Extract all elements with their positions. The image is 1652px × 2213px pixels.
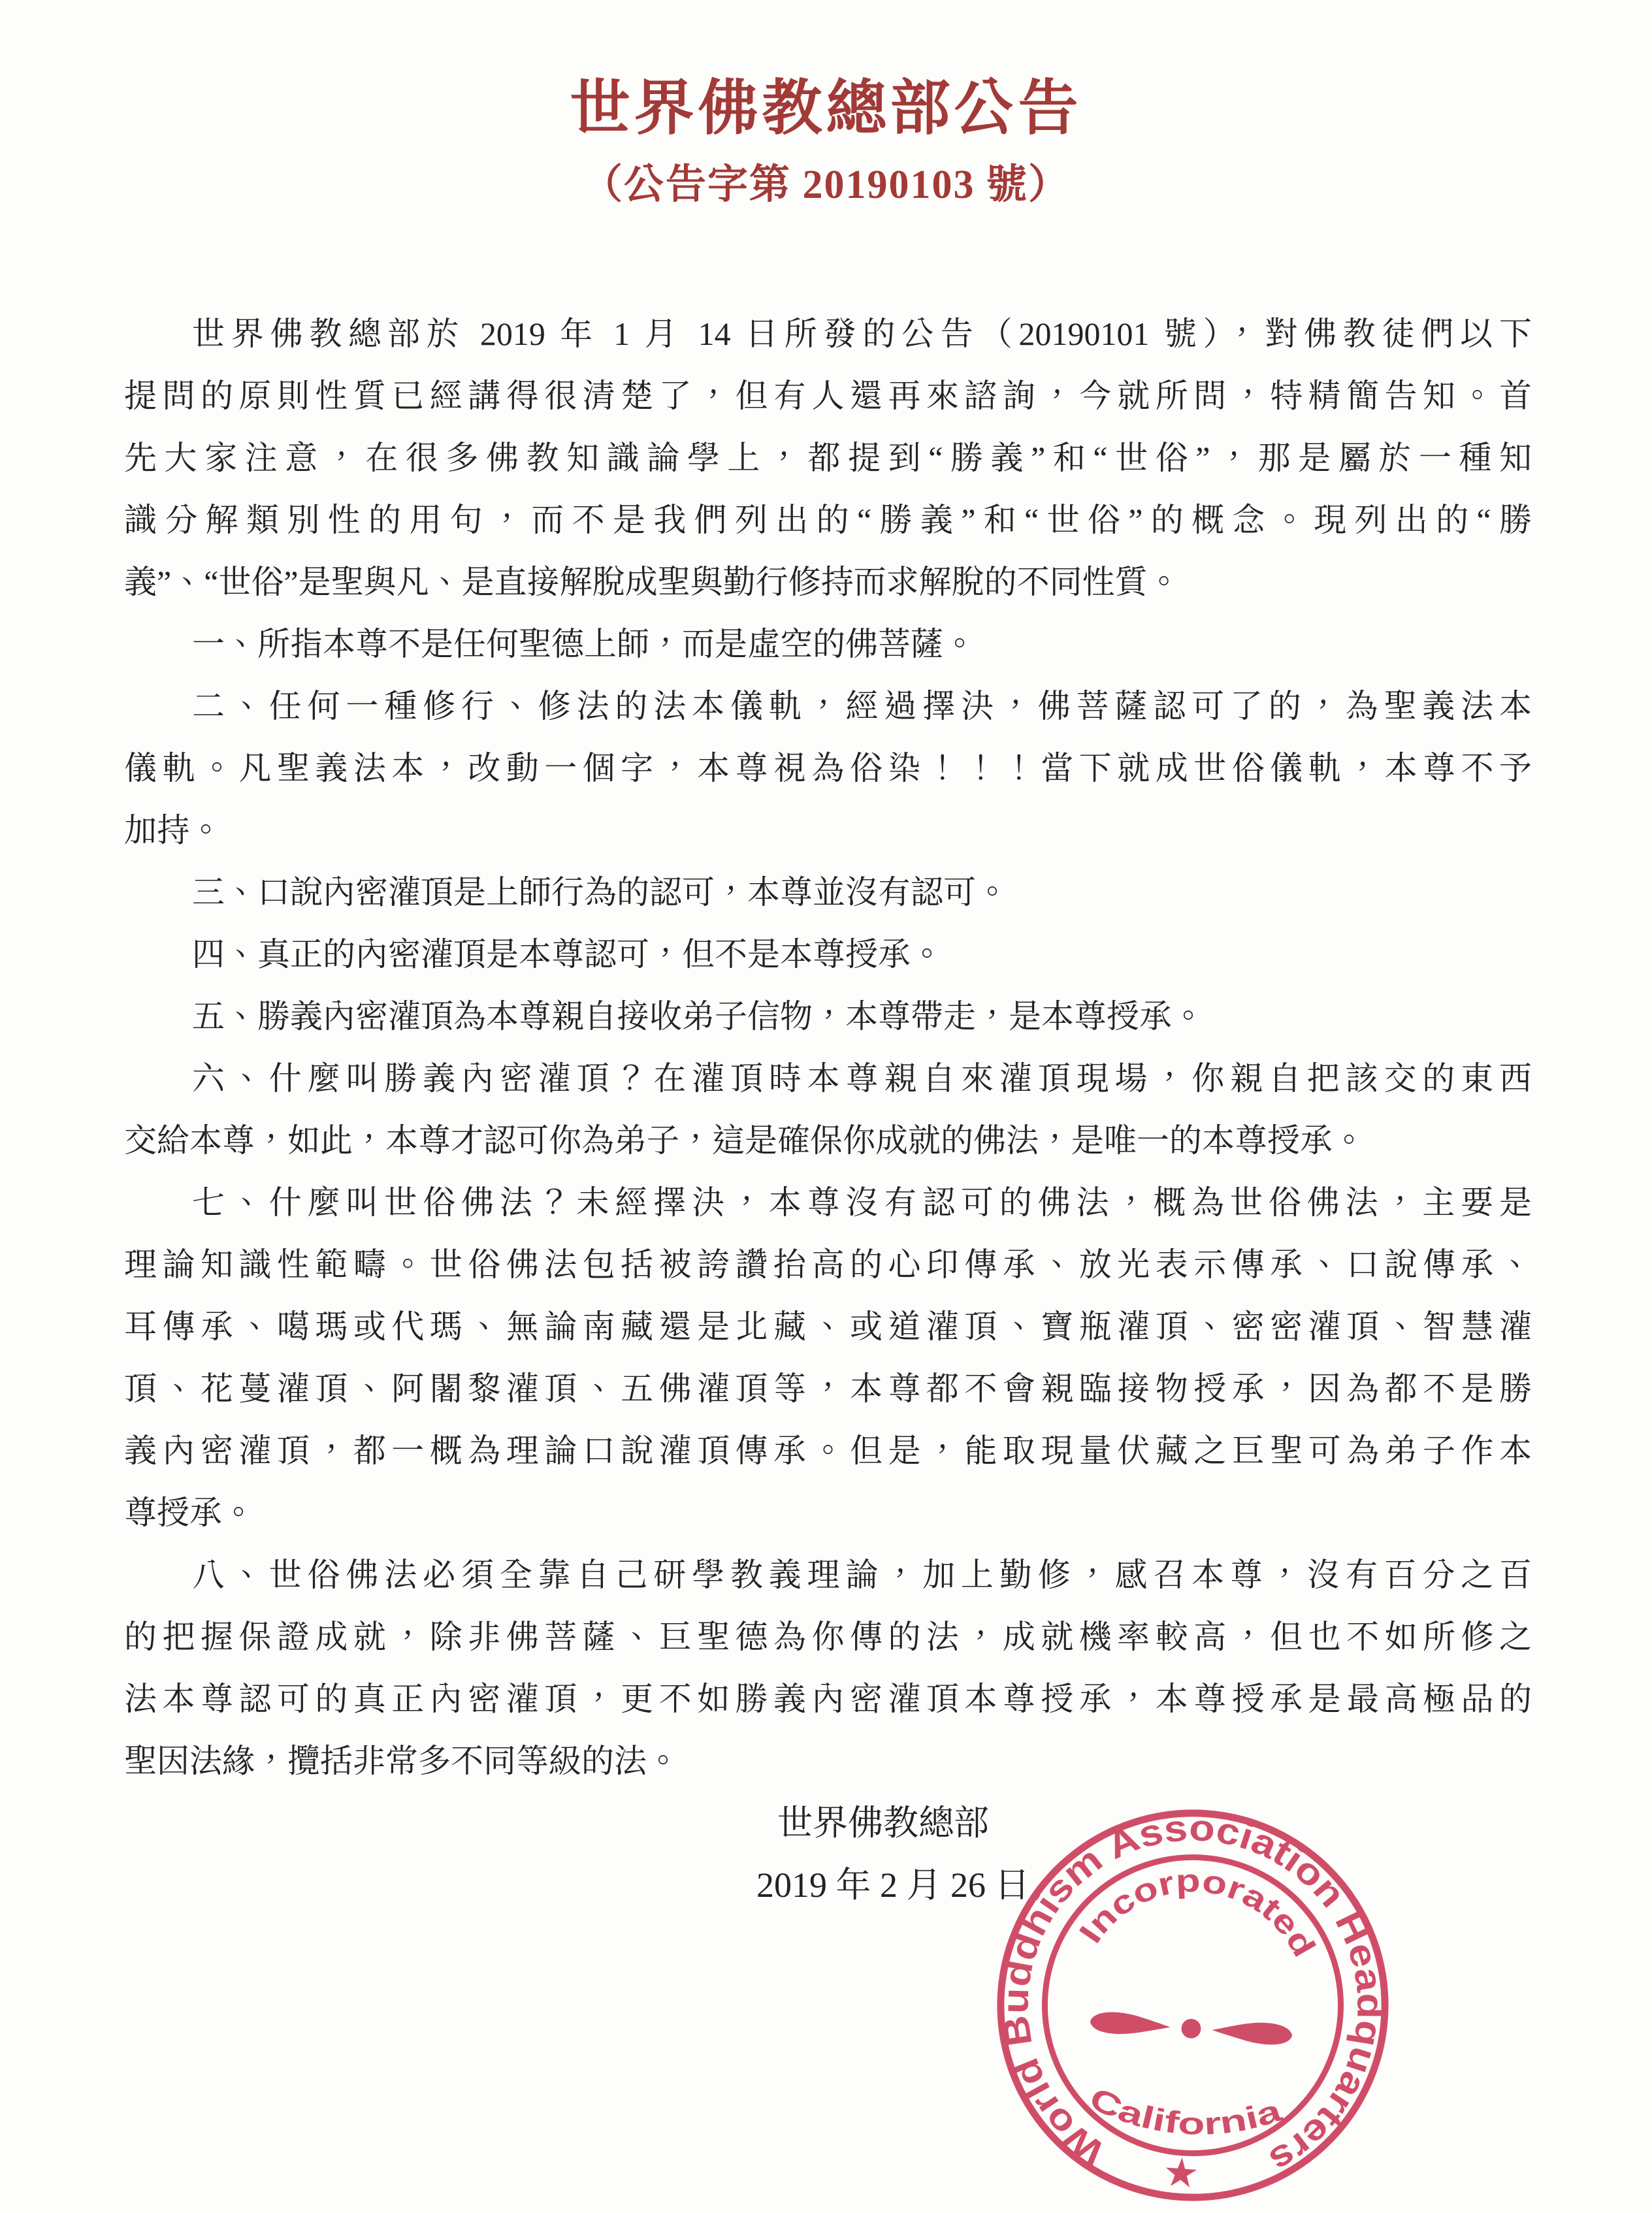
body-line: 先大家注意，在很多佛教知識論學上，都提到“勝義”和“世俗”，那是屬於一種知 [124, 439, 1532, 476]
page-subtitle: （公告字第 20190103 號） [581, 162, 1070, 207]
body-line: 理論知識性範疇。世俗佛法包括被誇讚抬高的心印傳承、放光表示傳承、口說傳承、 [124, 1246, 1532, 1283]
page-title: 世界佛教總部公告 [570, 75, 1082, 142]
stamp-incorporated-text: Incorporated [1071, 1862, 1321, 1959]
body-line: 二、任何一種修行、修法的法本儀軌，經過擇決，佛菩薩認可了的，為聖義法本 [192, 687, 1532, 724]
body-line: 識分解類別性的用句，而不是我們列出的“勝義”和“世俗”的概念。現列出的“勝 [124, 501, 1532, 538]
body-line: 聖因法緣，攬括非常多不同等級的法。 [124, 1742, 679, 1779]
body-line: 儀軌。凡聖義法本，改動一個字，本尊視為俗染！！！當下就成世俗儀軌，本尊不予 [124, 749, 1532, 786]
star-icon: ★ [1161, 2149, 1201, 2197]
body-line: 法本尊認可的真正內密灌頂，更不如勝義內密灌頂本尊授承，本尊授承是最高極品的 [124, 1680, 1532, 1717]
body-line: 六、什麼叫勝義內密灌頂？在灌頂時本尊親自來灌頂現場，你親自把該交的東西 [192, 1059, 1532, 1097]
body-line: 七、什麼叫世俗佛法？未經擇決，本尊沒有認可的佛法，概為世俗佛法，主要是 [192, 1184, 1532, 1221]
official-stamp [992, 1804, 1394, 2206]
document-heading [0, 77, 1652, 206]
announcement-page [0, 77, 1652, 2213]
body-line: 一、所指本尊不是任何聖德上師，而是虛空的佛菩薩。 [192, 625, 976, 662]
body-line: 四、真正的內密灌頂是本尊認可，但不是本尊授承。 [192, 935, 943, 973]
stamp-center-eyes-icon [1090, 2011, 1293, 2046]
body-line: 交給本尊，如此，本尊才認可你為弟子，這是確保你成就的佛法，是唯一的本尊授承。 [124, 1122, 1365, 1159]
body-line: 世界佛教總部於 2019 年 1 月 14 日所發的公告（20190101 號），對佛教徒們以下 [192, 315, 1532, 352]
date: 2019 年 2 月 26 日 [756, 1865, 1030, 1905]
body-line: 尊授承。 [124, 1494, 255, 1531]
body-line: 五、勝義內密灌頂為本尊親自接收弟子信物，本尊帶走，是本尊授承。 [192, 997, 1205, 1035]
body-paragraphs [124, 303, 1532, 1792]
body-line: 八、世俗佛法必須全靠自己研學教義理論，加上勤修，感召本尊，沒有百分之百 [192, 1556, 1532, 1593]
body-line: 義內密灌頂，都一概為理論口說灌頂傳承。但是，能取現量伏藏之巨聖可為弟子作本 [124, 1432, 1532, 1469]
body-line: 三、口說內密灌頂是上師行為的認可，本尊並沒有認可。 [192, 873, 1009, 911]
body-line: 耳傳承、噶瑪或代瑪、無論南藏還是北藏、或道灌頂、寶瓶灌頂、密密灌頂、智慧灌 [124, 1308, 1532, 1345]
stamp-ring-text: World Buddhism Association Headquarters [995, 1807, 1391, 2180]
stamp-california-text: California [1084, 2080, 1279, 2142]
body-line: 提問的原則性質已經講得很清楚了，但有人還再來諮詢，今就所問，特精簡告知。首 [124, 377, 1532, 414]
body-line: 義”、“世俗”是聖與凡、是直接解脫成聖與勤行修持而求解脫的不同性質。 [124, 563, 1180, 600]
body-line: 頂、花蔓灌頂、阿闍黎灌頂、五佛灌頂等，本尊都不會親臨接物授承，因為都不是勝 [124, 1370, 1532, 1407]
signature: 世界佛教總部 [777, 1803, 989, 1843]
body-line: 的把握保證成就，除非佛菩薩、巨聖德為你傳的法，成就機率較高，但也不如所修之 [124, 1618, 1532, 1655]
body-line: 加持。 [124, 811, 222, 848]
